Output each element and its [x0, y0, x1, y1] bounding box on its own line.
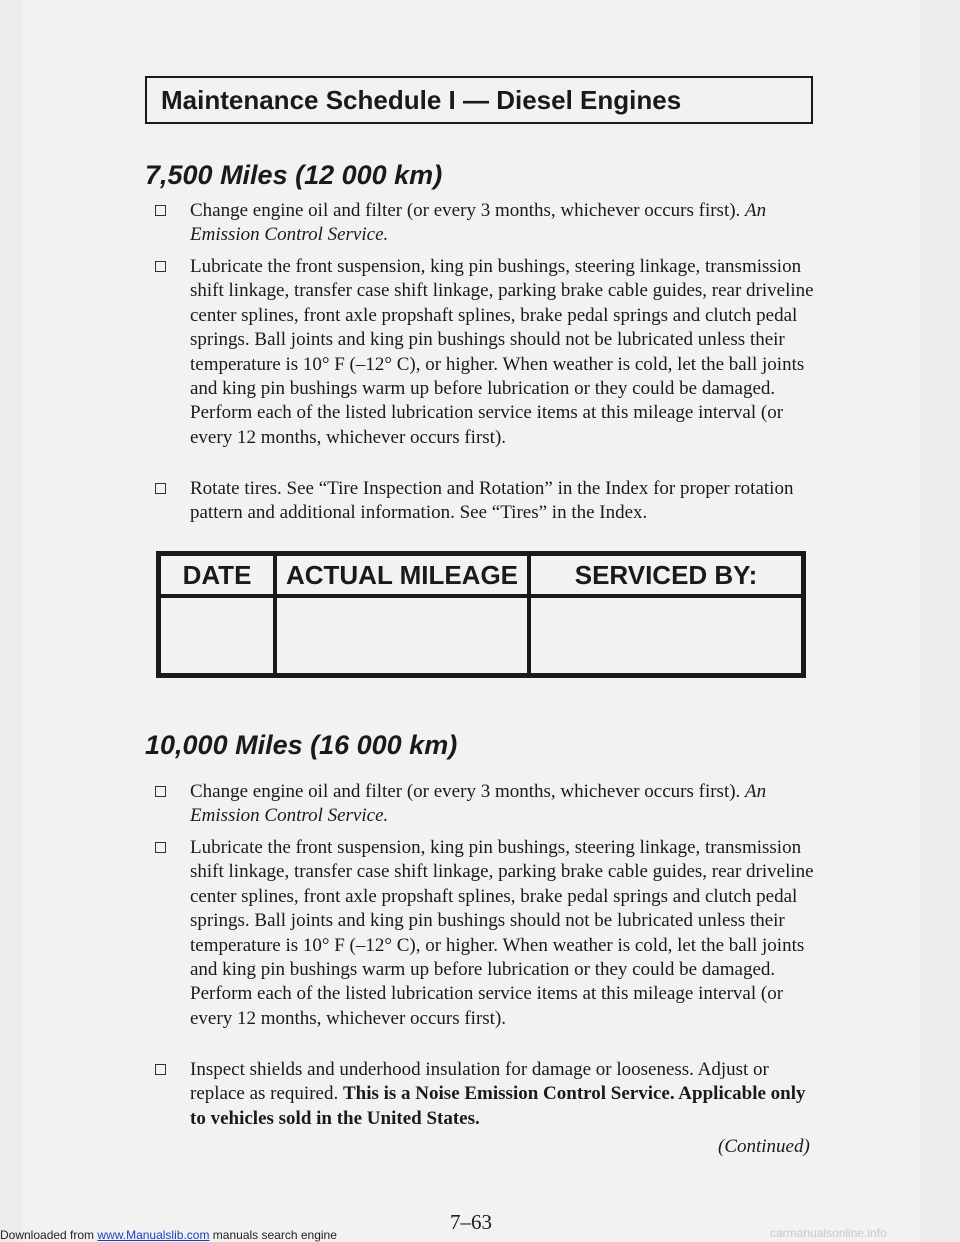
item-text: Inspect shields and underhood insulation for damage or looseness. Adjust or replace as required.	[190, 1059, 769, 1105]
interval-title-10000: 10,000 Miles (16 000 km)	[145, 730, 458, 760]
item-text: Lubricate the front suspension, king pin bushings, steering linkage, transmission shift linkage, transfer case shift linkage, parking brake cable guides, rear driveline center splines, front axle propshaft splines, brake pedal springs and clutch pedal springs. Ball joints and king pin bushings should not be lubricated unless their temperature is 10° F (–12° C), or higher. When weather is cold, let the ball joints and king pin bushings warm up before lubrication or they could be damaged. Perform each of the listed lubrication service items at this mileage interval (or every 12 months, whichever occurs first).	[190, 256, 814, 448]
checkbox-icon[interactable]	[155, 205, 166, 216]
checklist-item	[155, 255, 815, 450]
page-number: 7–63	[450, 1210, 492, 1234]
footer-prefix: Downloaded from	[0, 1228, 95, 1242]
item-text: Change engine oil and filter (or every 3 months, whichever occurs first).	[190, 781, 741, 802]
serviced-by-cell[interactable]	[529, 596, 804, 676]
service-log-table	[156, 551, 806, 678]
continued-note: (Continued)	[718, 1136, 810, 1157]
checkbox-icon[interactable]	[155, 483, 166, 494]
section-header	[145, 76, 813, 124]
checkbox-icon[interactable]	[155, 786, 166, 797]
column-header-mileage: ACTUAL MILEAGE	[275, 554, 529, 597]
item-text: Lubricate the front suspension, king pin bushings, steering linkage, transmission shift linkage, transfer case shift linkage, parking brake cable guides, rear driveline center splines, front axle propshaft splines, brake pedal springs and clutch pedal springs. Ball joints and king pin bushings should not be lubricated unless their temperature is 10° F (–12° C), or higher. When weather is cold, let the ball joints and king pin bushings warm up before lubrication or they could be damaged. Perform each of the listed lubrication service items at this mileage interval (or every 12 months, whichever occurs first).	[190, 837, 814, 1029]
noise-emission-note: This is a Noise Emission Control Service. Applicable only to vehicles sold in the United States.	[190, 1083, 806, 1129]
checkbox-icon[interactable]	[155, 261, 166, 272]
checklist-item	[155, 836, 815, 1031]
item-text: Rotate tires. See “Tire Inspection and Rotation” in the Index for proper rotation pattern and additional information. See “Tires” in the Index.	[190, 478, 794, 524]
checklist-item	[155, 1058, 815, 1131]
column-header-date: DATE	[159, 554, 276, 597]
footer-suffix: manuals search engine	[212, 1228, 337, 1242]
column-header-serviced-by: SERVICED BY:	[529, 554, 804, 597]
item-text: Change engine oil and filter (or every 3 months, whichever occurs first).	[190, 200, 741, 221]
download-footer	[0, 1228, 337, 1242]
mileage-cell[interactable]	[275, 596, 529, 676]
section-title: Maintenance Schedule I — Diesel Engines	[161, 85, 682, 115]
interval-title-7500: 7,500 Miles (12 000 km)	[145, 160, 443, 190]
emission-note: An Emission Control Service.	[190, 781, 767, 827]
checkbox-icon[interactable]	[155, 842, 166, 853]
checklist-item	[155, 780, 815, 829]
emission-note: An Emission Control Service.	[190, 200, 767, 246]
checkbox-icon[interactable]	[155, 1064, 166, 1075]
checklist-item	[155, 477, 815, 526]
date-cell[interactable]	[159, 596, 276, 676]
checklist-item	[155, 199, 815, 248]
manualslib-link[interactable]: www.Manualslib.com	[97, 1228, 210, 1242]
watermark: carmanualsonline.info	[770, 1226, 887, 1240]
